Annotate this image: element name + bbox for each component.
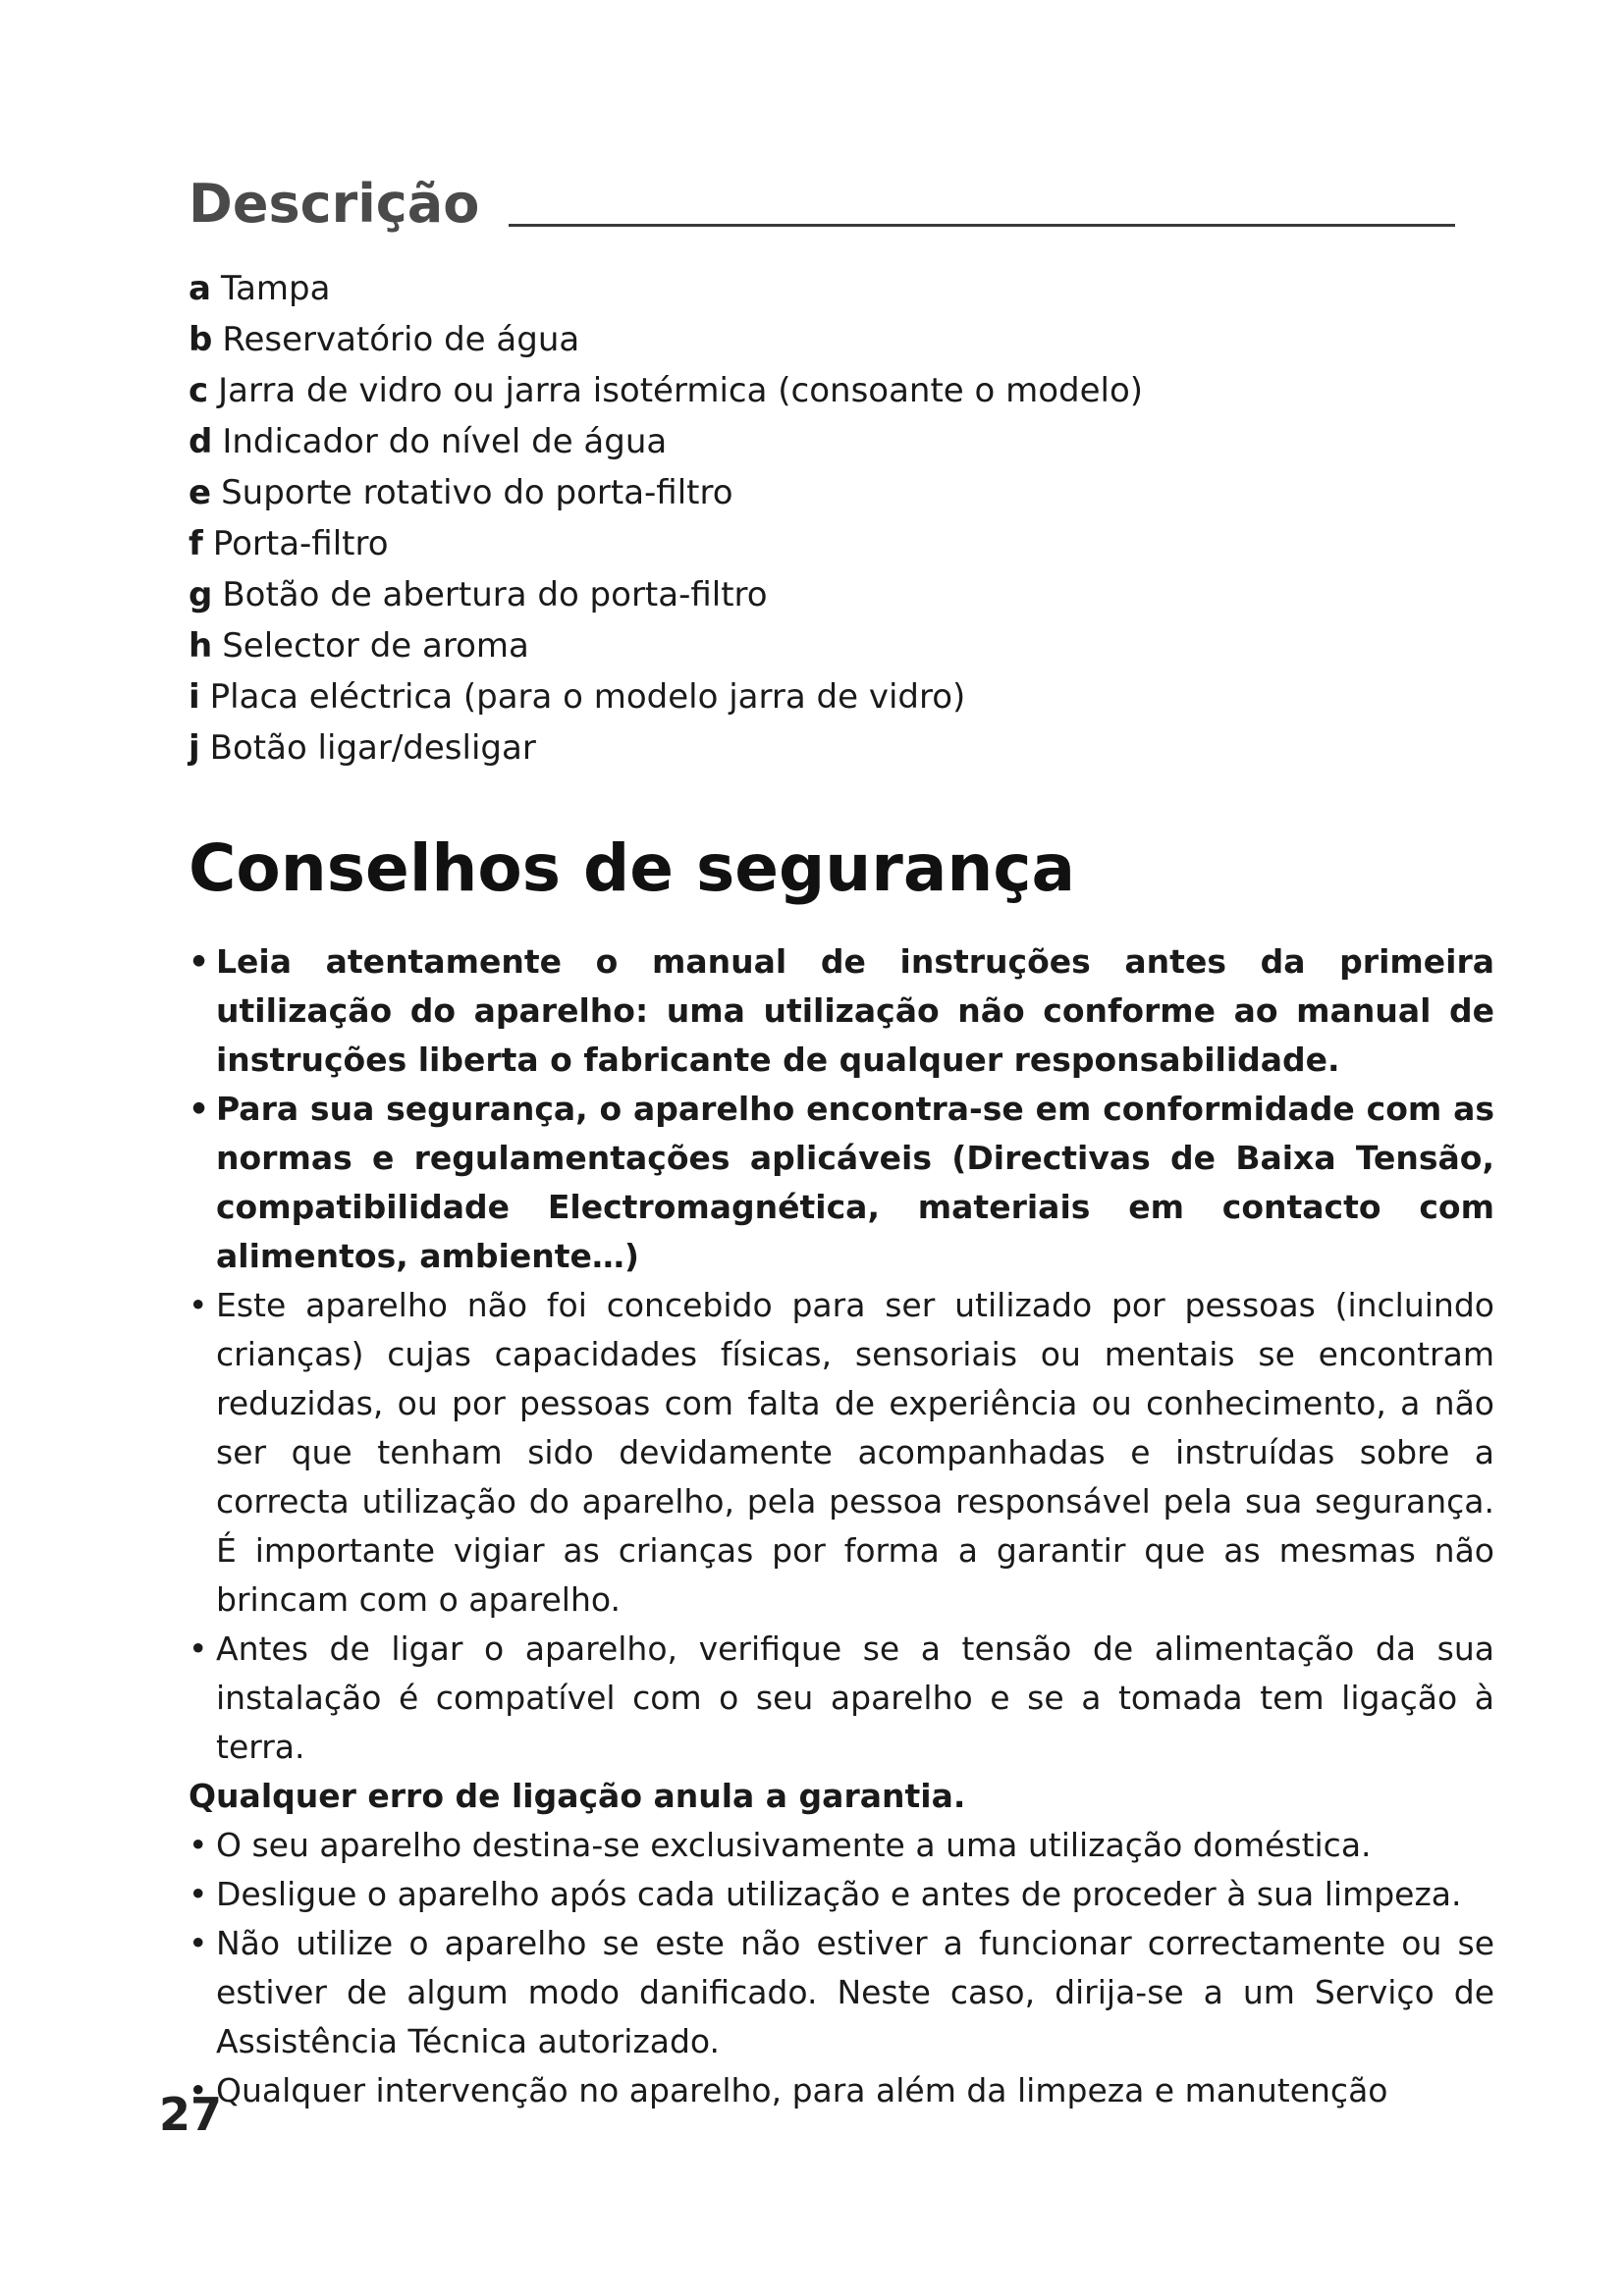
parts-list	[189, 263, 1465, 774]
part-label: Placa eléctrica (para o modelo jarra de vidro)	[209, 677, 966, 717]
safety-section	[189, 937, 1494, 2115]
parts-list-item	[189, 620, 1465, 671]
part-letter: i	[189, 677, 200, 717]
parts-list-item	[189, 416, 1465, 467]
description-title: Descrição	[189, 173, 480, 235]
part-label: Botão de abertura do porta-filtro	[222, 575, 768, 614]
parts-list-item	[189, 314, 1465, 365]
part-letter: d	[189, 422, 213, 461]
safety-bullet: • Antes de ligar o aparelho, verifique se a tensão de alimentação da sua instalação é compatível com o seu aparelho e se a tomada tem ligação à terra.	[189, 1625, 1494, 1772]
part-label: Indicador do nível de água	[222, 422, 668, 461]
safety-bullet: • Qualquer intervenção no aparelho, para além da limpeza e manutenção	[189, 2066, 1494, 2115]
part-label: Jarra de vidro ou jarra isotérmica (consoante o modelo)	[218, 371, 1144, 410]
parts-list-item	[189, 365, 1465, 416]
parts-list-item	[189, 263, 1465, 314]
parts-list-item	[189, 518, 1465, 569]
part-label: Botão ligar/desligar	[209, 728, 536, 768]
part-letter: f	[189, 524, 203, 563]
part-label: Porta-filtro	[212, 524, 389, 563]
part-letter: j	[189, 728, 200, 768]
part-letter: b	[189, 320, 213, 359]
safety-bullet: • Não utilize o aparelho se este não estiver a funcionar correctamente ou se estiver de algum modo danificado. Neste caso, dirija-se a um Serviço de Assistência Técnica autorizado.	[189, 1919, 1494, 2066]
safety-bullet: • Para sua segurança, o aparelho encontra-se em conformidade com as normas e regulamentações aplicáveis (Directivas de Baixa Tensão, compatibilidade Electromagnética, materiais em contacto com alimentos, ambiente…)	[189, 1085, 1494, 1281]
part-label: Selector de aroma	[222, 626, 529, 666]
part-letter: e	[189, 473, 212, 512]
safety-bullet: • Desligue o aparelho após cada utilização e antes de proceder à sua limpeza.	[189, 1870, 1494, 1919]
part-letter: a	[189, 269, 211, 308]
part-letter: c	[189, 371, 209, 410]
parts-list-item	[189, 722, 1465, 774]
safety-bullet: • Leia atentamente o manual de instruções antes da primeira utilização do aparelho: uma utilização não conforme ao manual de instruções liberta o fabricante de qualquer responsabilidade.	[189, 937, 1494, 1085]
parts-list-item	[189, 467, 1465, 518]
part-label: Reservatório de água	[222, 320, 580, 359]
page-number: 27	[159, 2088, 223, 2141]
safety-title: Conselhos de segurança	[189, 830, 1076, 906]
description-header	[189, 167, 1455, 236]
part-letter: h	[189, 626, 213, 666]
header-rule	[509, 224, 1455, 227]
part-label: Suporte rotativo do porta-filtro	[221, 473, 733, 512]
parts-list-item	[189, 671, 1465, 722]
warranty-warning: Qualquer erro de ligação anula a garantia.	[189, 1777, 966, 1815]
parts-list-item	[189, 569, 1465, 620]
safety-bullet: • Este aparelho não foi concebido para ser utilizado por pessoas (incluindo crianças) cujas capacidades físicas, sensoriais ou mentais se encontram reduzidas, ou por pessoas com falta de experiência ou conhecimento, a não ser que tenham sido devidamente acompanhadas e instruídas sobre a correcta utilização do aparelho, pela pessoa responsável pela sua segurança. É importante vigiar as crianças por forma a garantir que as mesmas não brincam com o aparelho.	[189, 1281, 1494, 1625]
part-label: Tampa	[220, 269, 331, 308]
safety-bullet: • O seu aparelho destina-se exclusivamente a uma utilização doméstica.	[189, 1821, 1494, 1870]
part-letter: g	[189, 575, 213, 614]
